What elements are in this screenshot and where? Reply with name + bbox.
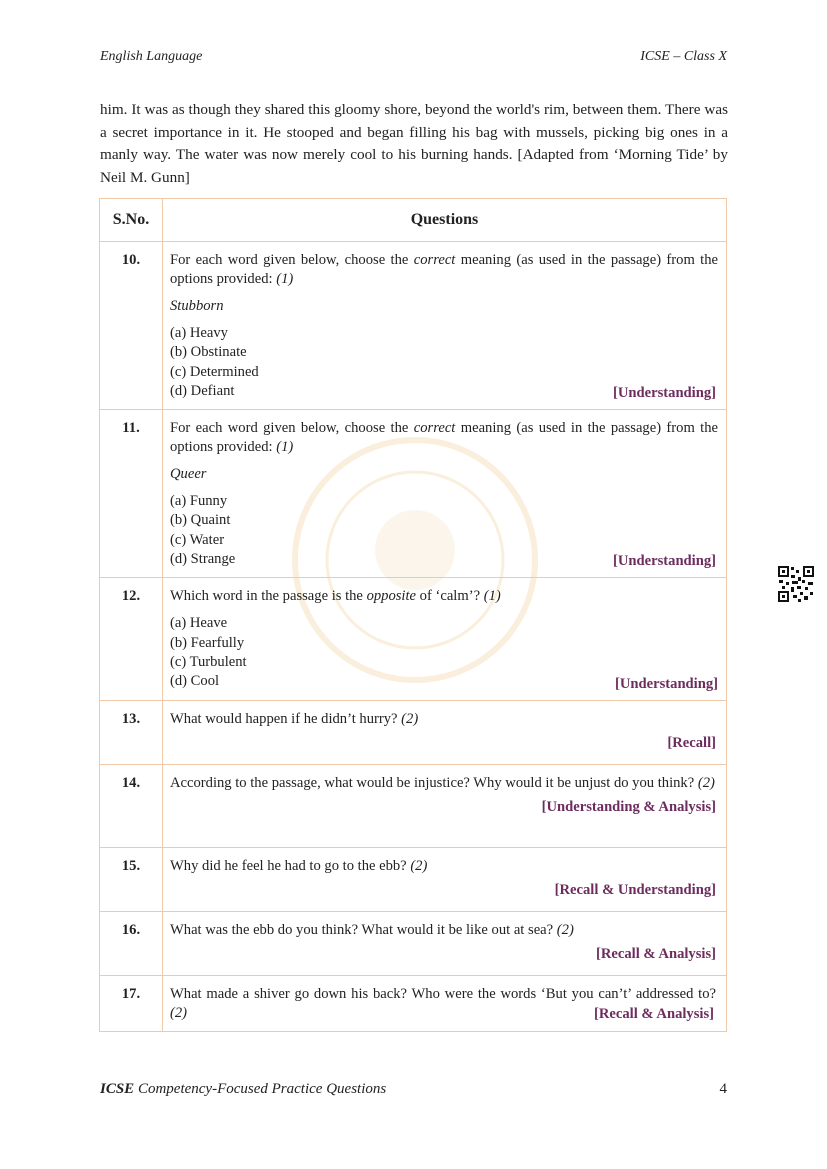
question-number: 13. — [100, 700, 163, 764]
table-header-row — [100, 199, 727, 242]
question-text: For each word given below, choose the correct meaning (as used in the passage) from the options provided: (1) — [170, 420, 719, 456]
question-text: According to the passage, what would be injustice? Why would it be unjust do you think? (2) — [170, 774, 715, 791]
skill-tag: [Understanding] — [615, 675, 718, 692]
marks: (1) — [483, 588, 501, 605]
question-text: What would happen if he didn’t hurry? (2) — [170, 710, 419, 727]
question-number: 14. — [100, 764, 163, 847]
option: (a) Heavy — [170, 325, 228, 341]
target-word: Stubborn — [170, 298, 224, 314]
option: (d) Defiant — [170, 382, 235, 399]
qr-code-icon[interactable] — [777, 565, 815, 603]
page-number: 4 — [719, 1081, 727, 1097]
question-cell — [163, 242, 727, 410]
option: (a) Funny — [170, 493, 228, 510]
marks: (2) — [170, 1004, 188, 1021]
question-row — [100, 242, 727, 410]
question-cell — [163, 911, 727, 975]
question-row — [100, 764, 727, 847]
question-row — [100, 847, 727, 911]
option: (d) Cool — [170, 673, 220, 690]
question-text: What was the ebb do you think? What would it be like out at sea? (2) — [170, 921, 574, 938]
question-cell — [163, 764, 727, 847]
question-cell — [163, 410, 727, 578]
question-number: 10. — [100, 242, 163, 410]
question-row — [100, 911, 727, 975]
question-cell — [163, 847, 727, 911]
question-number: 15. — [100, 847, 163, 911]
option: (c) Determined — [170, 363, 259, 380]
running-header-class: ICSE – Class X — [640, 49, 727, 64]
question-text: What made a shiver go down his back? Who were the words ‘But you can’t’ addressed to? (2) — [170, 985, 716, 1021]
skill-tag: [Recall & Understanding] — [554, 881, 716, 898]
question-cell — [163, 975, 727, 1031]
question-number: 16. — [100, 911, 163, 975]
column-header-sno: S.No. — [100, 199, 163, 242]
skill-tag: [Understanding] — [613, 385, 716, 402]
question-row — [100, 975, 727, 1031]
option: (a) Heave — [170, 615, 228, 632]
option: (c) Turbulent — [170, 653, 247, 670]
question-number: 12. — [100, 578, 163, 700]
running-header-subject: English Language — [100, 49, 203, 64]
questions-table — [99, 198, 727, 1032]
question-cell — [163, 700, 727, 764]
skill-tag: [Recall] — [667, 734, 716, 751]
option: (d) Strange — [170, 551, 236, 568]
question-text: Which word in the passage is the opposite of ‘calm’? (1) — [170, 588, 501, 605]
question-row — [100, 578, 727, 700]
passage-excerpt: him. It was as though they shared this gloomy shore, beyond the world's rim, between them. There was a secret importance in it. He stooped and began filling his bag with mussels, picking big ones in a manly way. The water was now merely cool to his burning hands. [Adapted from ‘Morning Tide’ by Neil M. Gunn] — [100, 101, 728, 186]
marks: (2) — [697, 774, 715, 791]
marks: (2) — [556, 921, 574, 938]
column-header-questions: Questions — [163, 199, 727, 242]
question-row — [100, 410, 727, 578]
question-number: 17. — [100, 975, 163, 1031]
question-row — [100, 700, 727, 764]
marks: (1) — [276, 439, 294, 456]
question-number: 11. — [100, 410, 163, 578]
running-footer-title: ICSE Competency-Focused Practice Questions — [100, 1081, 387, 1097]
question-cell — [163, 578, 727, 700]
skill-tag: [Understanding & Analysis] — [541, 798, 716, 815]
target-word: Queer — [170, 466, 207, 483]
marks: (2) — [410, 857, 428, 874]
question-text: For each word given below, choose the correct meaning (as used in the passage) from the options provided: (1) — [170, 252, 719, 287]
skill-tag: [Understanding] — [613, 553, 716, 570]
option: (b) Quaint — [170, 512, 231, 529]
marks: (2) — [401, 710, 419, 727]
question-text: Why did he feel he had to go to the ebb? (2) — [170, 857, 428, 874]
skill-tag: [Recall & Analysis] — [594, 1005, 714, 1022]
marks: (1) — [276, 271, 294, 287]
skill-tag: [Recall & Analysis] — [596, 945, 716, 962]
option: (c) Water — [170, 531, 225, 548]
option: (b) Fearfully — [170, 634, 245, 651]
option: (b) Obstinate — [170, 344, 247, 361]
